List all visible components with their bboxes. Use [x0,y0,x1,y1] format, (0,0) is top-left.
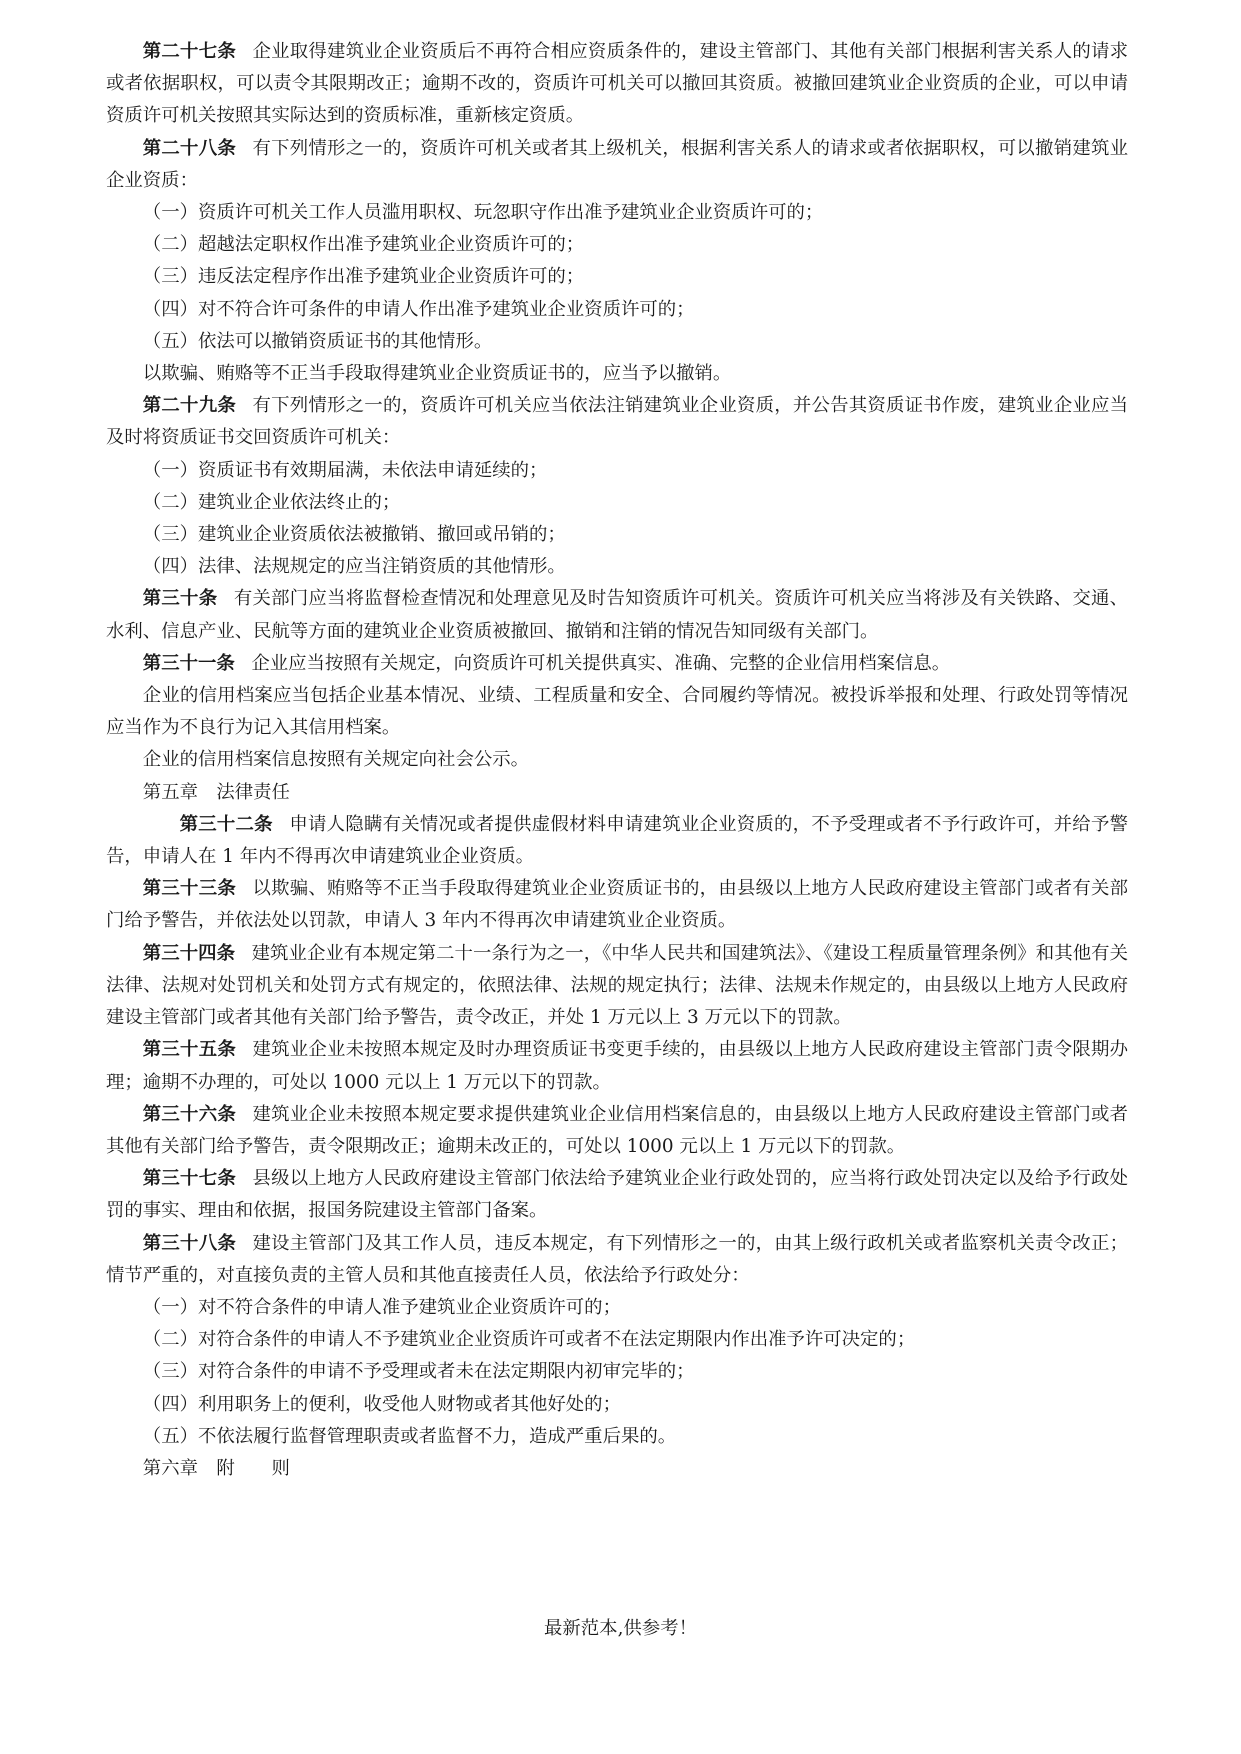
article-title: 第三十条 [142,588,218,610]
article-title: 第三十三条 [142,878,236,900]
article-text: 有下列情形之一的，资质许可机关应当依法注销建筑业企业资质，并公告其资质证书作废，建筑业企业应当及时将资质证书交回资质许可机关： [106,395,1128,449]
list-item: （四）对不符合许可条件的申请人作出准予建筑业企业资质许可的； [142,298,695,320]
document-body [106,36,1128,1485]
article-text: 企业取得建筑业企业资质后不再符合相应资质条件的，建设主管部门、其他有关部门根据利害关系人的请求或者依据职权，可以责令其限期改正；逾期不改的，资质许可机关可以撤回其资质。被撤回建筑业企业资质的企业，可以申请资质许可机关按照其实际达到的资质标准，重新核定资质。 [106,41,1128,127]
list-item: （一）资质许可机关工作人员滥用职权、玩忽职守作出准予建筑业企业资质许可的； [142,202,824,224]
list-item: （三）违反法定程序作出准予建筑业企业资质许可的； [142,266,585,288]
list-item: （三）建筑业企业资质依法被撤销、撤回或吊销的； [142,524,566,546]
article [106,648,1128,680]
chapter-heading [106,777,1128,809]
article [106,1163,1128,1227]
paragraph: 企业的信用档案信息按照有关规定向社会公示。 [142,749,530,771]
article-text: 以欺骗、贿赂等不正当手段取得建筑业企业资质证书的，由县级以上地方人民政府建设主管部门或者有关部门给予警告，并依法处以罚款，申请人 3 年内不得再次申请建筑业企业资质。 [106,878,1128,932]
article [106,1228,1128,1292]
article-title: 第三十六条 [142,1103,236,1125]
list-item: （四）法律、法规规定的应当注销资质的其他情形。 [142,556,566,578]
article-text: 建设主管部门及其工作人员，违反本规定，有下列情形之一的，由其上级行政机关或者监察机关责令改正；情节严重的，对直接负责的主管人员和其他直接责任人员，依法给予行政处分： [106,1232,1128,1286]
list-item: （二）对符合条件的申请人不予建筑业企业资质许可或者不在法定期限内作出准予许可决定的； [142,1329,916,1351]
article-text: 有关部门应当将监督检查情况和处理意见及时告知资质许可机关。资质许可机关应当将涉及有关铁路、交通、水利、信息产业、民航等方面的建筑业企业资质被撤回、撤销和注销的情况告知同级有关部门。 [106,588,1128,642]
article [106,1099,1128,1163]
paragraph: 企业的信用档案应当包括企业基本情况、业绩、工程质量和安全、合同履约等情况。被投诉举报和处理、行政处罚等情况应当作为不良行为记入其信用档案。 [106,685,1128,739]
article-title: 第三十一条 [142,652,235,674]
article [106,36,1128,133]
list-item: （四）利用职务上的便利，收受他人财物或者其他好处的； [142,1393,621,1415]
chapter-heading [106,1453,1128,1485]
article-title: 第二十七条 [142,41,236,62]
article-title: 第三十七条 [142,1168,236,1190]
article-text: 建筑业企业有本规定第二十一条行为之一，《中华人民共和国建筑法》、《建设工程质量管理条例》和其他有关法律、法规对处罚机关和处罚方式有规定的，依照法律、法规的规定执行；法律、法规未作规定的，由县级以上地方人民政府建设主管部门或者其他有关部门给予警告，责令改正，并处 1 万元以上 3 万元以下的罚款。 [106,942,1128,1029]
list-item: （一）对不符合条件的申请人准予建筑业企业资质许可的； [142,1296,621,1318]
chapter-title: 第五章 法律责任 [142,781,290,803]
article [106,133,1128,197]
article [106,1034,1128,1098]
article-title: 第二十八条 [142,137,236,159]
list-item: （五）依法可以撤销资质证书的其他情形。 [142,330,493,352]
article-text: 企业应当按照有关规定，向资质许可机关提供真实、准确、完整的企业信用档案信息。 [251,652,951,674]
list-item: （二）超越法定职权作出准予建筑业企业资质许可的； [142,234,585,256]
article-text: 建筑业企业未按照本规定及时办理资质证书变更手续的，由县级以上地方人民政府建设主管部门责令限期办理；逾期不办理的，可处以 1000 元以上 1 万元以下的罚款。 [106,1039,1128,1093]
paragraph: 以欺骗、贿赂等不正当手段取得建筑业企业资质证书的，应当予以撤销。 [142,363,732,385]
list-item: （二）建筑业企业依法终止的； [142,491,401,513]
article-title: 第三十四条 [142,942,236,964]
list-item: （五）不依法履行监督管理职责或者监督不力，造成严重后果的。 [142,1425,677,1447]
article-text: 县级以上地方人民政府建设主管部门依法给予建筑业企业行政处罚的，应当将行政处罚决定以及给予行政处罚的事实、理由和依据，报国务院建设主管部门备案。 [106,1168,1128,1222]
chapter-title: 第六章 附 则 [142,1457,290,1479]
article-title: 第三十五条 [142,1039,236,1061]
article [106,583,1128,647]
article-text: 申请人隐瞒有关情况或者提供虚假材料申请建筑业企业资质的，不予受理或者不予行政许可，并给予警告，申请人在 1 年内不得再次申请建筑业企业资质。 [106,813,1128,868]
article [106,390,1128,454]
list-item: （三）对符合条件的申请不予受理或者未在法定期限内初审完毕的； [142,1361,695,1383]
article-title: 第三十二条 [179,813,273,835]
list-item: （一）资质证书有效期届满，未依法申请延续的； [142,459,548,481]
page-footer: 最新范本,供参考！ [544,1618,697,1639]
article [106,809,1128,873]
article-title: 第二十九条 [142,395,236,417]
article-title: 第三十八条 [142,1232,236,1254]
article [106,873,1128,937]
article-text: 有下列情形之一的，资质许可机关或者其上级机关，根据利害关系人的请求或者依据职权，可以撤销建筑业企业资质： [106,137,1128,191]
article [106,938,1128,1035]
article-text: 建筑业企业未按照本规定要求提供建筑业企业信用档案信息的，由县级以上地方人民政府建设主管部门或者其他有关部门给予警告，责令限期改正；逾期未改正的，可处以 1000 元以上 1 万元以下的罚款。 [106,1103,1128,1157]
